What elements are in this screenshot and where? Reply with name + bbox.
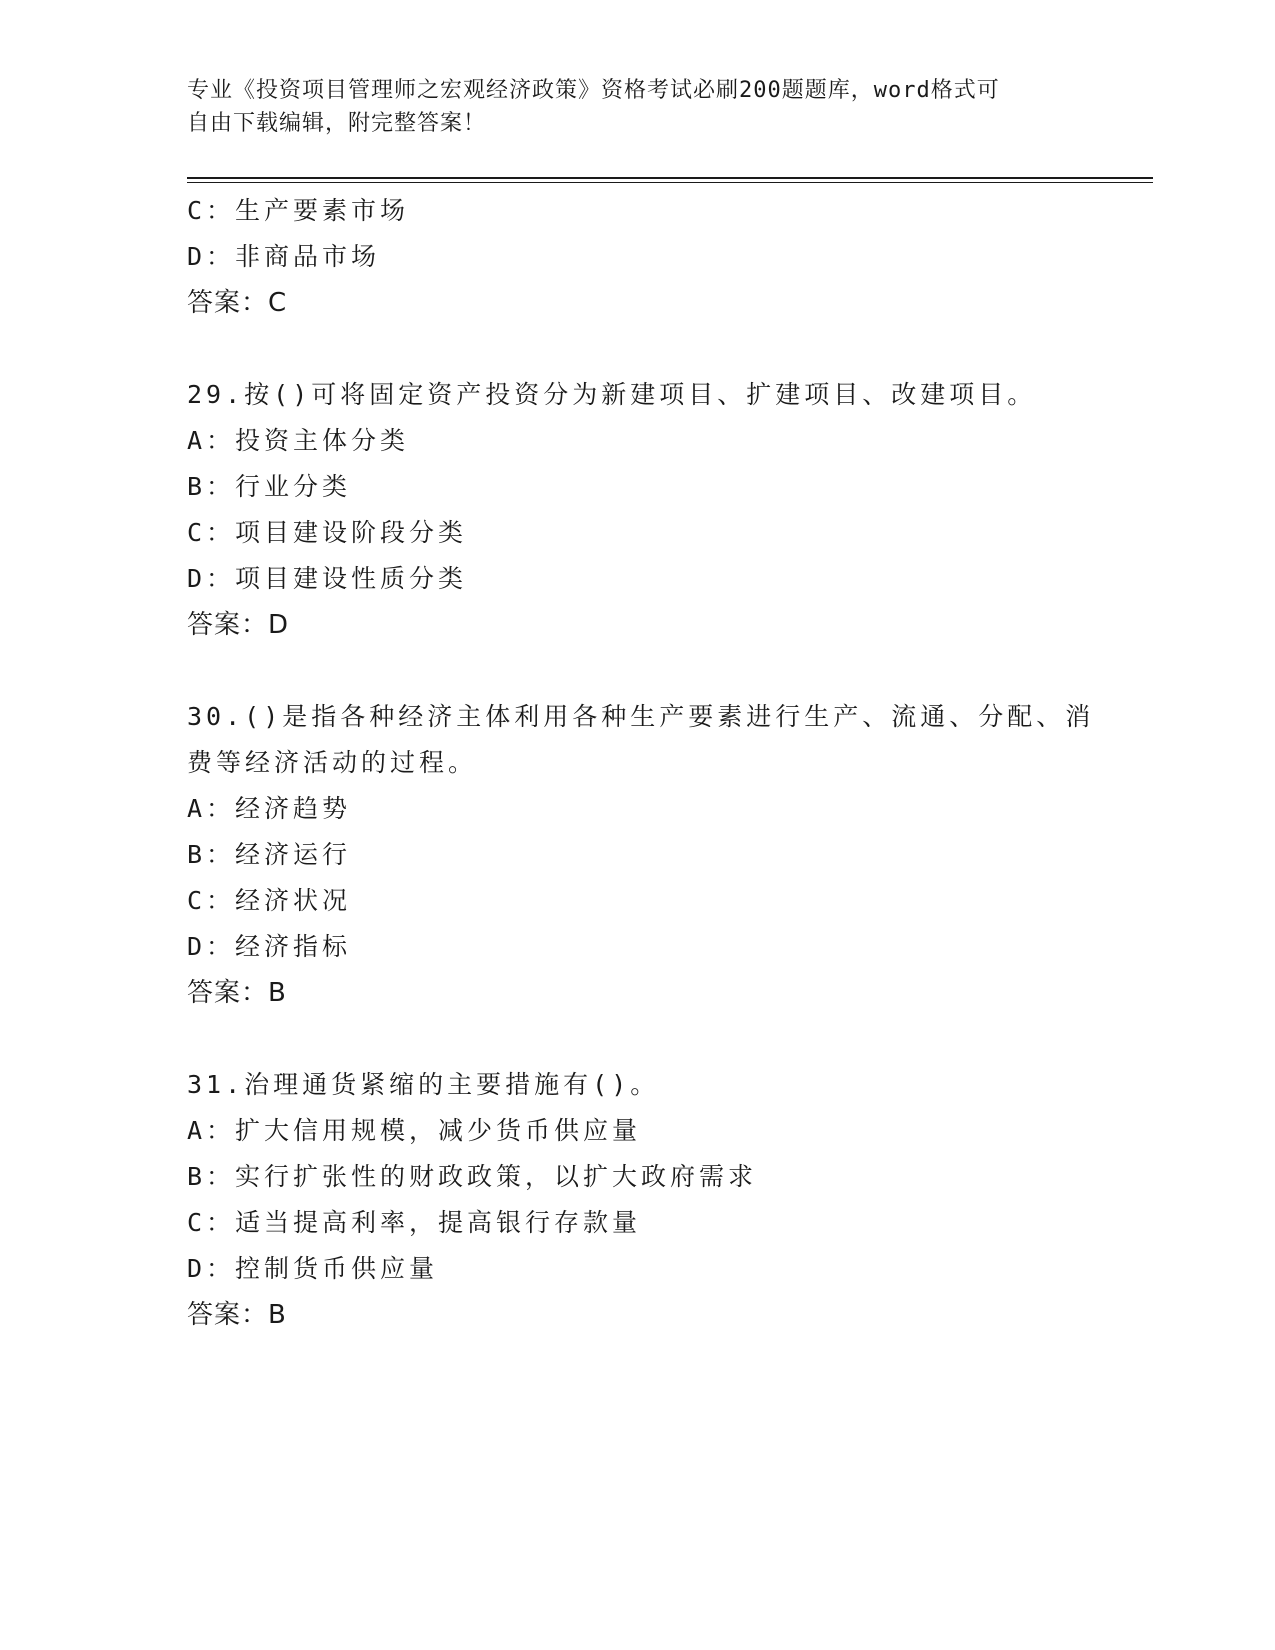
header-divider-thick	[187, 177, 1153, 179]
question-stem-line-2: 费等经济活动的过程。	[187, 748, 478, 777]
option-b: B：行业分类	[187, 472, 352, 501]
option-a: A：投资主体分类	[187, 426, 410, 455]
question-list	[187, 188, 1095, 1338]
question-30	[187, 694, 1095, 1016]
option-d: D：非商品市场	[187, 242, 381, 271]
document-header	[187, 74, 1067, 140]
question-28-tail	[187, 188, 1087, 326]
header-line-2: 自由下载编辑，附完整答案！	[187, 111, 487, 136]
option-b: B：实行扩张性的财政政策，以扩大政府需求	[187, 1162, 758, 1191]
option-d: D：项目建设性质分类	[187, 564, 468, 593]
answer-label: 答案：C	[187, 288, 288, 318]
option-a: A：扩大信用规模，减少货币供应量	[187, 1116, 642, 1145]
spacer	[187, 326, 1087, 372]
question-29	[187, 372, 1087, 648]
answer-label: 答案：B	[187, 1300, 287, 1330]
question-stem: 31.治理通货紧缩的主要措施有()。	[187, 1070, 660, 1099]
header-divider-thin	[187, 182, 1153, 183]
option-c: C：经济状况	[187, 886, 352, 915]
spacer	[187, 648, 1087, 694]
option-b: B：经济运行	[187, 840, 352, 869]
answer-label: 答案：D	[187, 610, 290, 640]
question-31	[187, 1062, 1087, 1338]
question-stem-line-1: 30.()是指各种经济主体利用各种生产要素进行生产、流通、分配、消	[187, 702, 1095, 731]
answer-label: 答案：B	[187, 978, 287, 1008]
spacer	[187, 1016, 1087, 1062]
option-a: A：经济趋势	[187, 794, 352, 823]
option-d: D：控制货币供应量	[187, 1254, 439, 1283]
option-c: C：项目建设阶段分类	[187, 518, 468, 547]
header-line-1: 专业《投资项目管理师之宏观经济政策》资格考试必刷200题题库，word格式可	[187, 78, 1000, 103]
option-c: C：生产要素市场	[187, 196, 410, 225]
question-stem: 29.按()可将固定资产投资分为新建项目、扩建项目、改建项目。	[187, 380, 1037, 409]
option-c: C：适当提高利率，提高银行存款量	[187, 1208, 642, 1237]
option-d: D：经济指标	[187, 932, 352, 961]
